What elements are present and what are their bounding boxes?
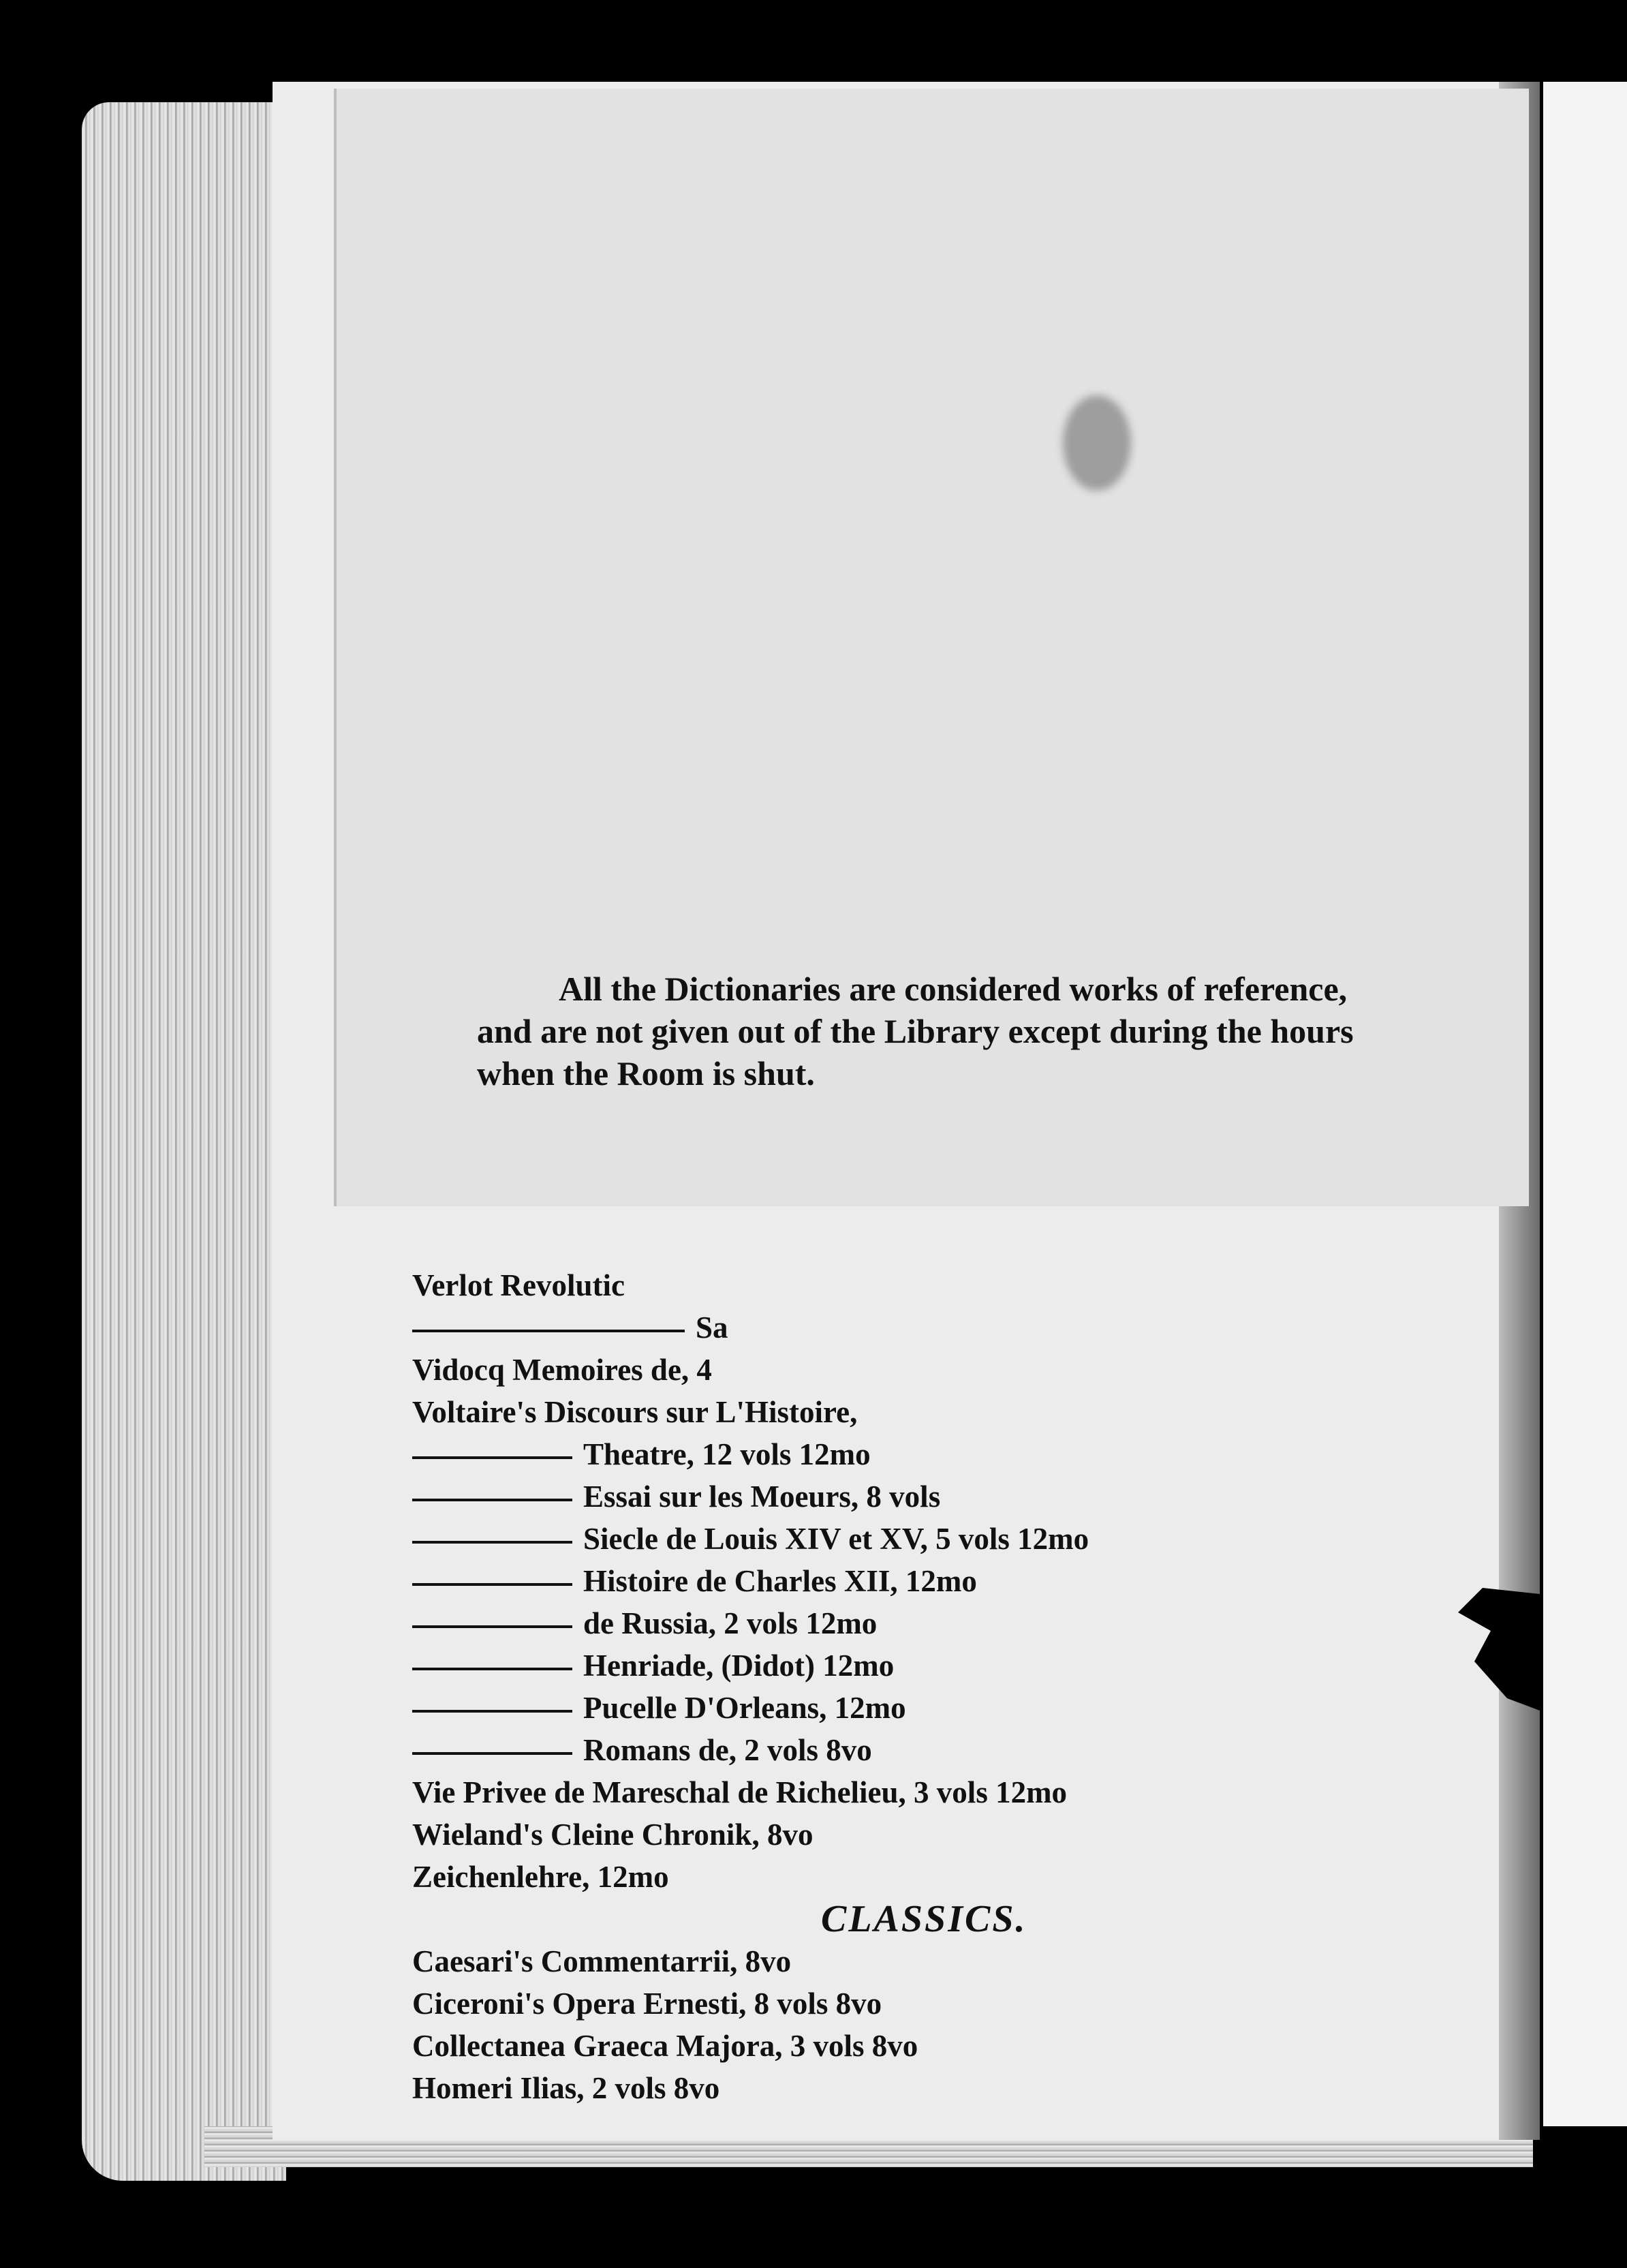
list-item: Pucelle D'Orleans, 12mo <box>412 1687 1434 1729</box>
adjacent-page-edge <box>1543 82 1627 2126</box>
list-item: Wieland's Cleine Chronik, 8vo <box>412 1818 814 1852</box>
page-edges <box>82 102 286 2181</box>
list-item: Histoire de Charles XII, 12mo <box>412 1560 1434 1602</box>
catalogue-listing <box>412 1264 1434 2109</box>
list-item: Sa <box>412 1306 1434 1349</box>
list-item: Henriade, (Didot) 12mo <box>412 1644 1434 1687</box>
notice-line-1: All the Dictionaries are considered works of reference, <box>559 970 1348 1008</box>
list-item: Theatre, 12 vols 12mo <box>412 1433 1434 1475</box>
list-item: Zeichenlehre, 12mo <box>412 1860 669 1894</box>
list-item: Verlot Revolutic <box>412 1268 625 1302</box>
notice-line-2: and are not given out of the Library except during the hours <box>477 1012 1354 1050</box>
list-item: Homeri Ilias, 2 vols 8vo <box>412 2071 720 2105</box>
list-item: Collectanea Graeca Majora, 3 vols 8vo <box>412 2029 918 2063</box>
section-heading-classics: CLASSICS. <box>821 1898 1027 1940</box>
notice-line-3: when the Room is shut. <box>477 1054 815 1092</box>
list-item: Voltaire's Discours sur L'Histoire, <box>412 1395 858 1429</box>
reference-notice <box>477 968 1485 1094</box>
list-item: Vidocq Memoires de, 4 <box>412 1353 712 1387</box>
ink-stain <box>1063 395 1131 491</box>
list-item: Siecle de Louis XIV et XV, 5 vols 12mo <box>412 1518 1434 1560</box>
list-item: Ciceroni's Opera Ernesti, 8 vols 8vo <box>412 1987 882 2021</box>
list-item: Essai sur les Moeurs, 8 vols <box>412 1475 1434 1518</box>
list-item: Vie Privee de Mareschal de Richelieu, 3 vols 12mo <box>412 1775 1068 1809</box>
list-item: Caesari's Commentarrii, 8vo <box>412 1944 792 1978</box>
list-item: de Russia, 2 vols 12mo <box>412 1602 1434 1644</box>
list-item: Romans de, 2 vols 8vo <box>412 1729 1434 1771</box>
